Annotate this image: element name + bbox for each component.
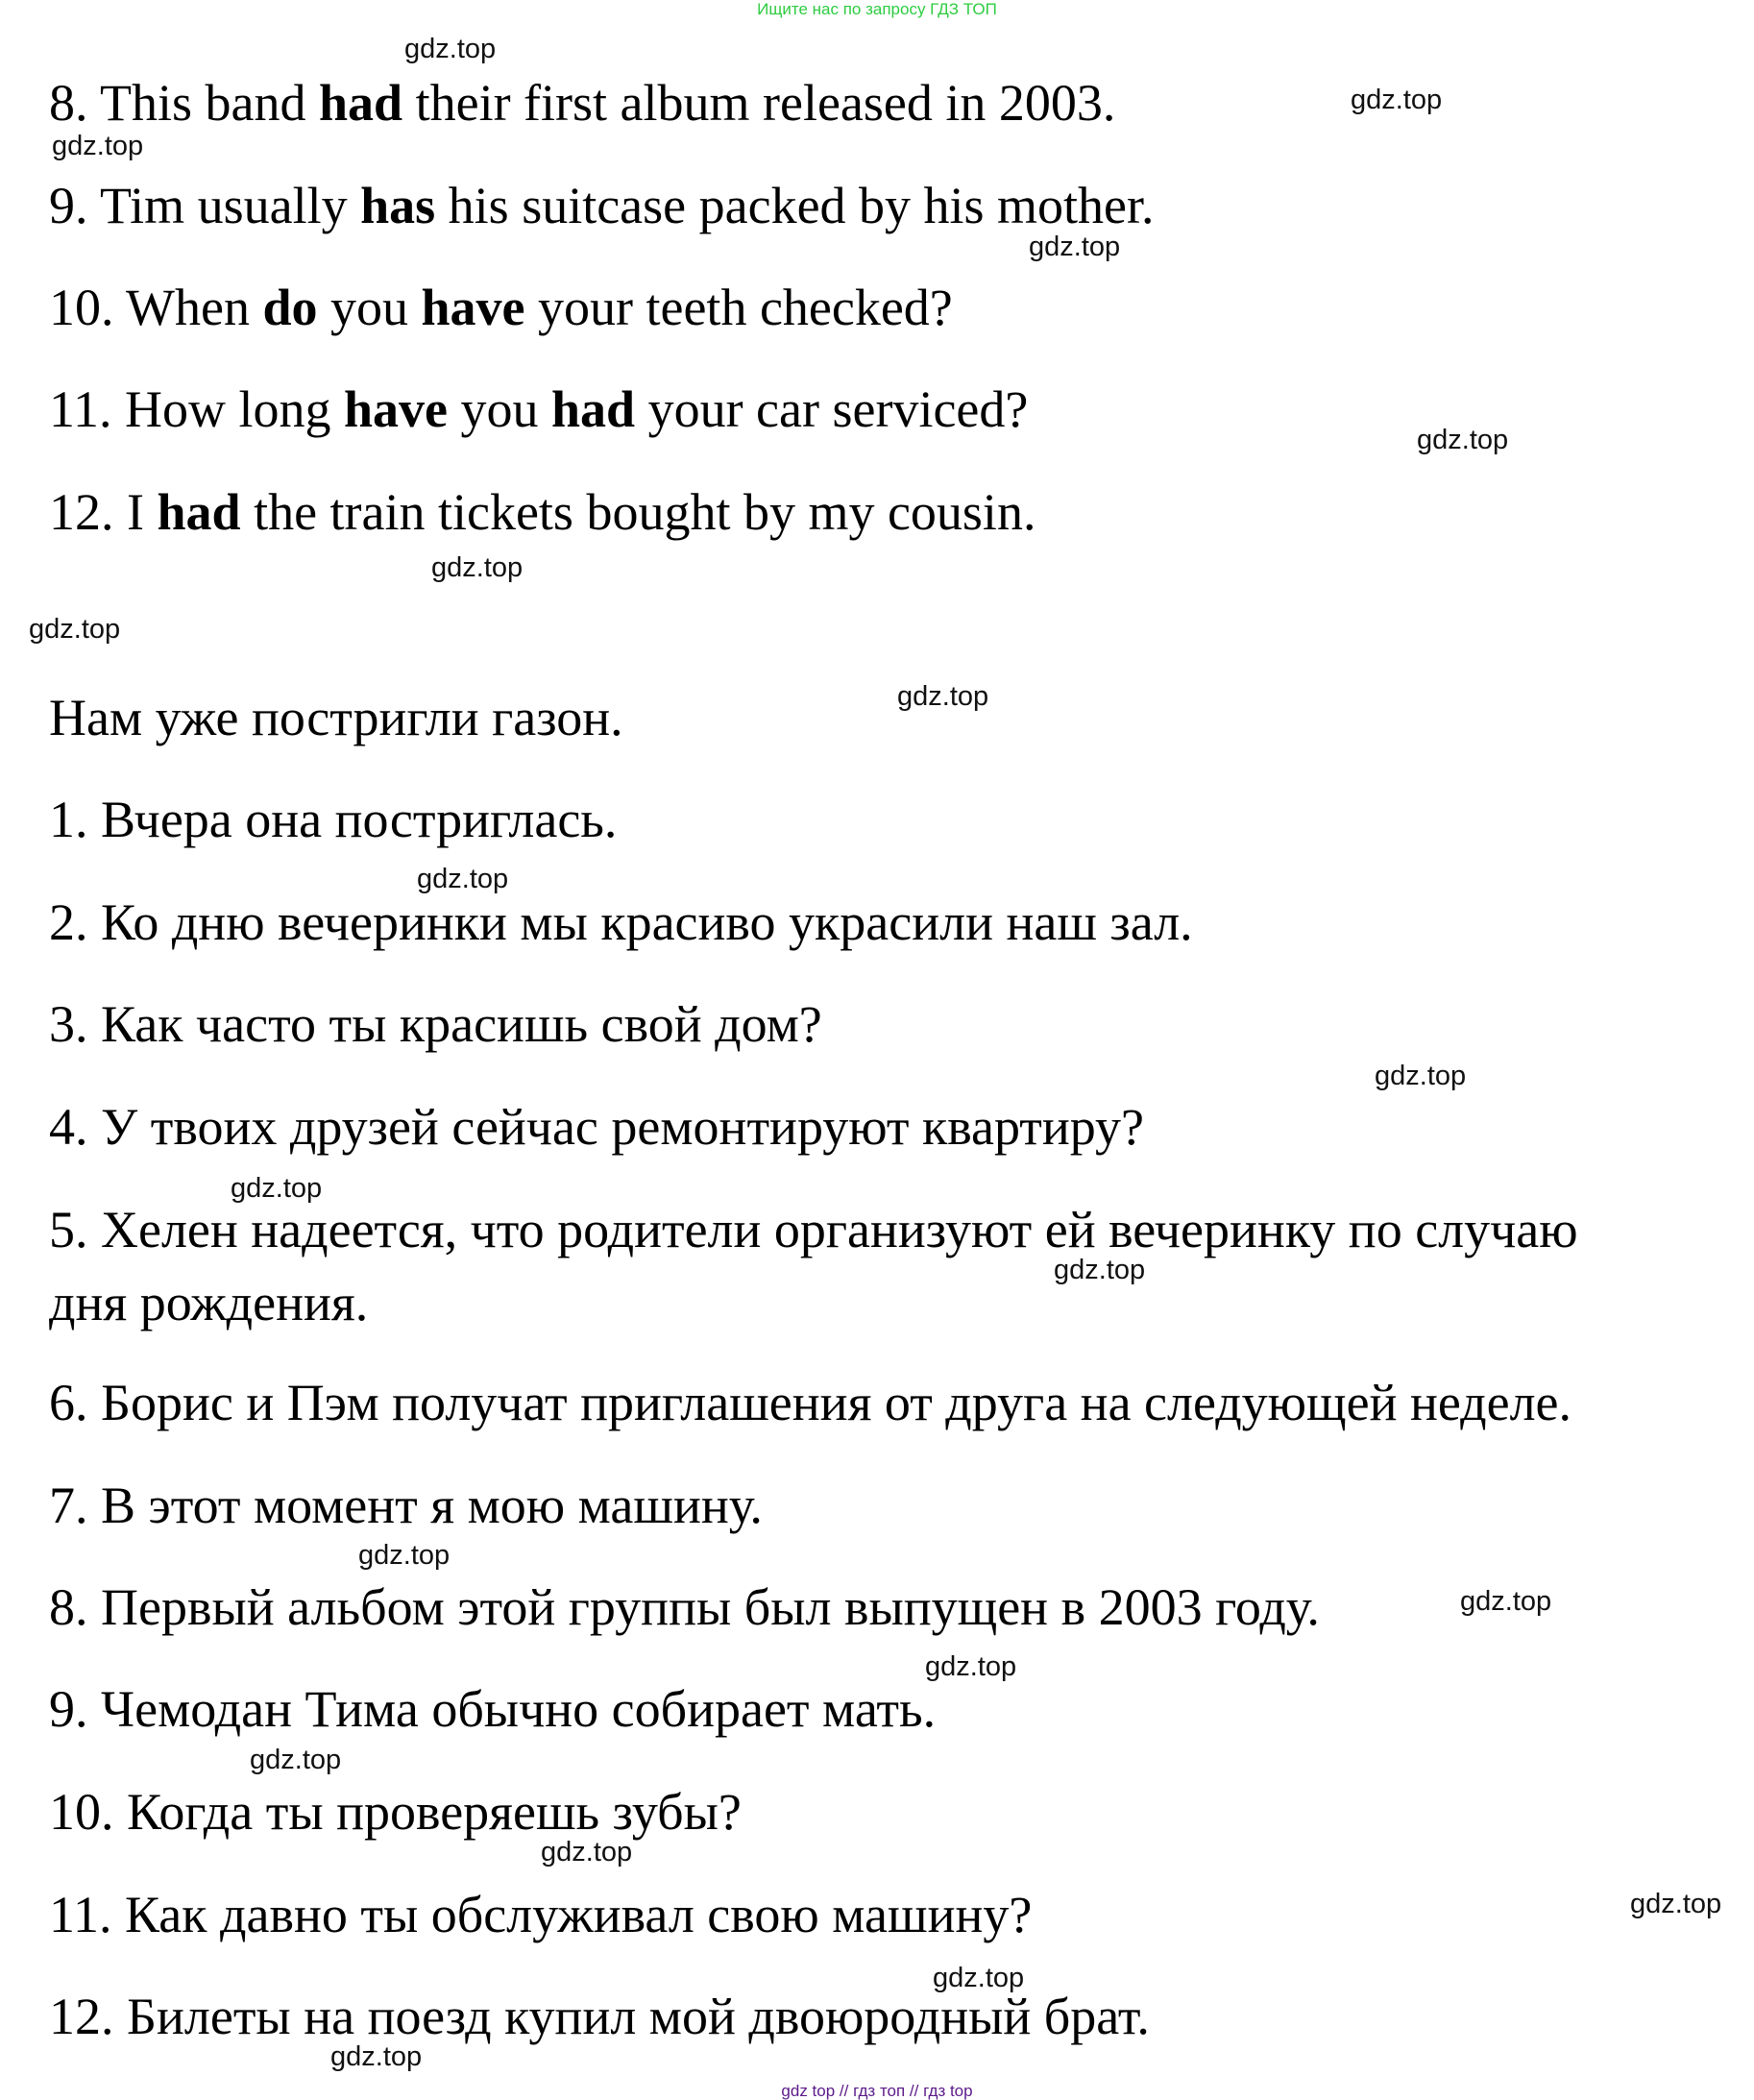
watermark: gdz.top <box>1351 85 1443 115</box>
watermark: gdz.top <box>541 1837 633 1868</box>
russian-sentence-1: 1. Вчера она постриглась. <box>49 791 618 848</box>
watermark: gdz.top <box>231 1173 323 1204</box>
russian-sentence-10: 10. Когда ты проверяешь зубы? <box>49 1783 742 1841</box>
watermark: gdz.top <box>1417 425 1509 455</box>
russian-sentence-5: 5. Хелен надеется, что родители организуют ей вечеринку по случаю <box>49 1201 1578 1258</box>
russian-sentence-5-cont: дня рождения. <box>49 1274 369 1331</box>
watermark: gdz.top <box>52 131 144 161</box>
watermark: gdz.top <box>250 1745 342 1775</box>
top-banner[interactable]: Ищите нас по запросу ГДЗ ТОП <box>757 0 997 18</box>
watermark: gdz.top <box>417 864 509 894</box>
watermark: gdz.top <box>1375 1061 1467 1091</box>
english-sentence-8: 8. This band had their first album released in 2003. <box>49 74 1116 132</box>
watermark: gdz.top <box>29 614 121 645</box>
watermark: gdz.top <box>925 1651 1017 1682</box>
russian-sentence-9: 9. Чемодан Тима обычно собирает мать. <box>49 1680 937 1738</box>
russian-sentence-12: 12. Билеты на поезд купил мой двоюродный брат. <box>49 1988 1150 2045</box>
watermark: gdz.top <box>897 681 989 712</box>
russian-sentence-3: 3. Как часто ты красишь свой дом? <box>49 995 822 1053</box>
english-sentence-9: 9. Tim usually has his suitcase packed by his mother. <box>49 177 1155 234</box>
russian-sentence-7: 7. В этот момент я мою машину. <box>49 1477 763 1534</box>
russian-example: Нам уже постригли газон. <box>49 689 623 746</box>
bottom-banner[interactable]: gdz top // гдз топ // гдз top <box>781 2082 973 2100</box>
russian-sentence-8: 8. Первый альбом этой группы был выпущен в 2003 году. <box>49 1578 1320 1636</box>
russian-sentence-6: 6. Борис и Пэм получат приглашения от друга на следующей неделе. <box>49 1374 1571 1431</box>
english-sentence-11: 11. How long have you had your car serviced? <box>49 380 1029 438</box>
russian-sentence-11: 11. Как давно ты обслуживал свою машину? <box>49 1886 1033 1943</box>
english-sentence-10: 10. When do you have your teeth checked? <box>49 279 953 336</box>
watermark: gdz.top <box>1054 1255 1146 1285</box>
watermark: gdz.top <box>330 2041 423 2072</box>
watermark: gdz.top <box>1630 1889 1722 1919</box>
watermark: gdz.top <box>431 552 524 583</box>
watermark: gdz.top <box>1029 232 1121 262</box>
watermark: gdz.top <box>1460 1586 1552 1617</box>
russian-sentence-2: 2. Ко дню вечеринки мы красиво украсили наш зал. <box>49 893 1193 951</box>
russian-sentence-4: 4. У твоих друзей сейчас ремонтируют квартиру? <box>49 1098 1144 1156</box>
watermark: gdz.top <box>933 1963 1025 1993</box>
watermark: gdz.top <box>404 34 497 64</box>
english-sentence-12: 12. I had the train tickets bought by my cousin. <box>49 483 1036 541</box>
watermark: gdz.top <box>358 1540 451 1571</box>
